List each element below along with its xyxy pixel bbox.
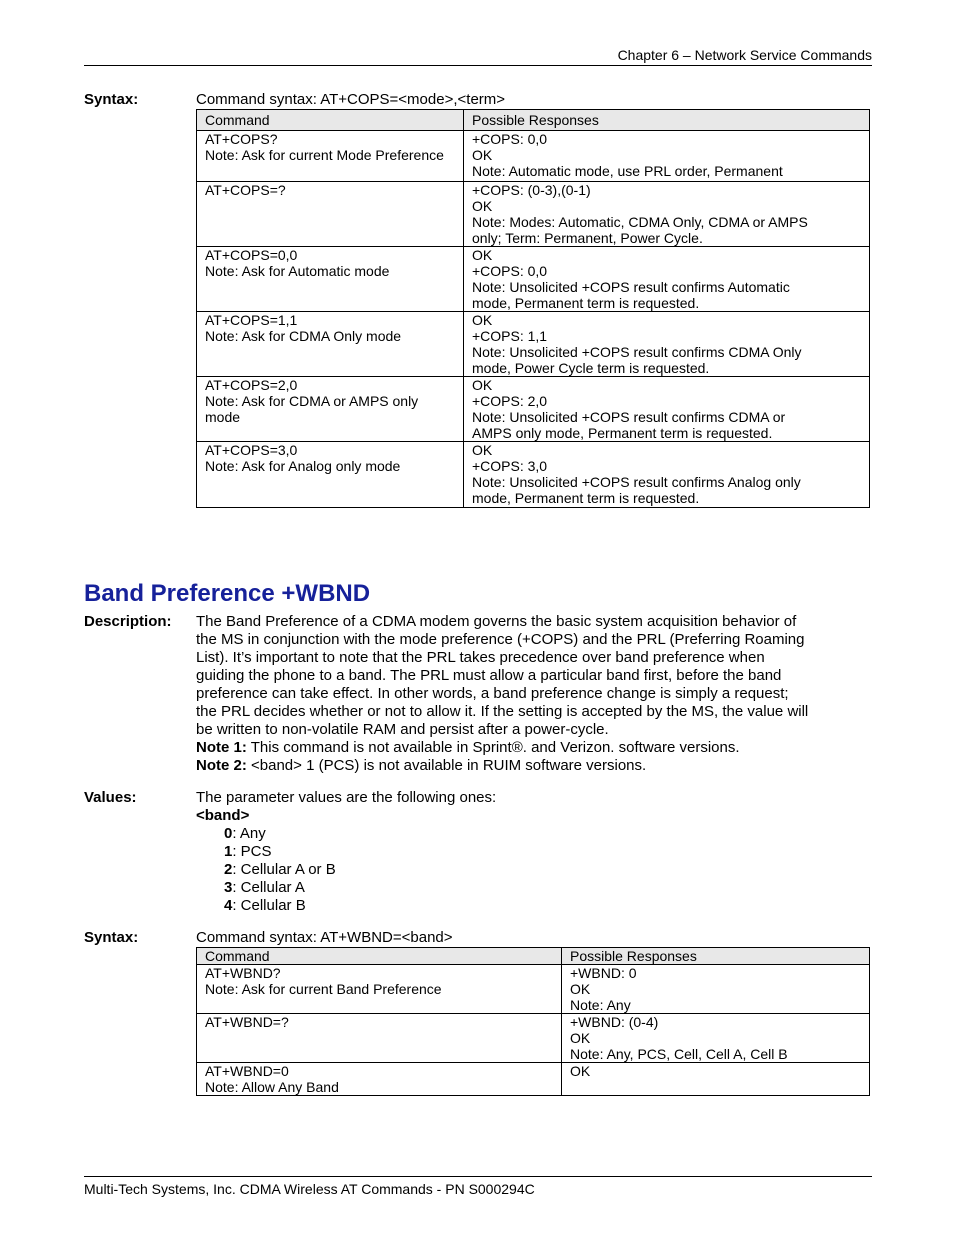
command-line: Note: Ask for current Band Preference xyxy=(205,981,442,997)
table-row xyxy=(197,1063,870,1096)
response-cell xyxy=(464,312,870,377)
band-value-item xyxy=(196,843,496,861)
description-line: List). It’s important to note that the PRL takes precedence over band preference when xyxy=(196,649,765,666)
response-line: +COPS: (0-3),(0-1) xyxy=(472,182,591,198)
command-line: Note: Ask for current Mode Preference xyxy=(205,147,444,163)
band-value-text: : Any xyxy=(232,825,266,842)
response-line: OK xyxy=(472,247,493,263)
command-line: Note: Ask for CDMA or AMPS only mode xyxy=(205,393,419,425)
description-line: The Band Preference of a CDMA modem governs the basic system acquisition behavior of xyxy=(196,613,797,630)
wbnd-command-table xyxy=(196,947,870,1096)
response-line: OK xyxy=(570,981,591,997)
note-1 xyxy=(196,739,856,757)
description-line: preference can take effect. In other words, a band preference change is simply a request; xyxy=(196,685,789,702)
command-line: Note: Allow Any Band xyxy=(205,1079,339,1095)
values-block xyxy=(196,789,496,915)
response-line: OK xyxy=(570,1030,591,1046)
band-value-text: : Cellular B xyxy=(232,897,306,914)
command-cell xyxy=(197,442,464,508)
cops-syntax-text: Command syntax: AT+COPS=<mode>,<term> xyxy=(196,91,506,108)
table-row xyxy=(197,377,870,442)
band-values-list xyxy=(196,825,496,915)
values-label: Values: xyxy=(84,789,137,806)
wbnd-syntax-label: Syntax: xyxy=(84,929,139,946)
wbnd-syntax-text: Command syntax: AT+WBND=<band> xyxy=(196,929,453,946)
band-value-item xyxy=(196,825,496,843)
page-footer: Multi-Tech Systems, Inc. CDMA Wireless AT Commands - PN S000294C xyxy=(84,1176,872,1198)
description-line: the MS in conjunction with the mode preference (+COPS) and the PRL (Preferring Roaming xyxy=(196,631,805,648)
band-param-name: <band> xyxy=(196,807,250,824)
cops-command-table xyxy=(196,109,870,508)
command-line: AT+COPS=3,0 xyxy=(205,442,298,458)
response-line: Note: Automatic mode, use PRL order, Permanent xyxy=(472,163,783,179)
command-line: Note: Ask for Automatic mode xyxy=(205,263,390,279)
response-line: Note: Unsolicited +COPS result confirms CDMA Only xyxy=(472,344,802,360)
command-line: AT+COPS? xyxy=(205,131,278,147)
table-row xyxy=(197,312,870,377)
response-line: OK xyxy=(472,312,493,328)
note-2-text: <band> 1 (PCS) is not available in RUIM software versions. xyxy=(246,757,647,774)
response-line: OK xyxy=(570,1063,591,1079)
band-value-number: 4 xyxy=(224,897,233,914)
command-cell xyxy=(197,312,464,377)
column-header-responses: Possible Responses xyxy=(562,948,870,965)
response-line: +COPS: 1,1 xyxy=(472,328,548,344)
description-line: the PRL decides whether or not to allow it. If the setting is accepted by the MS, the value will xyxy=(196,703,809,720)
band-value-item xyxy=(196,861,496,879)
command-cell xyxy=(197,1063,562,1096)
response-line: OK xyxy=(472,147,493,163)
response-line: Note: Unsolicited +COPS result confirms Automatic xyxy=(472,279,790,295)
column-header-command: Command xyxy=(197,948,562,965)
band-value-text: : Cellular A xyxy=(232,879,305,896)
description-label: Description: xyxy=(84,613,172,630)
note-1-text: This command is not available in Sprint®. and Verizon. software versions. xyxy=(246,739,740,756)
band-value-number: 2 xyxy=(224,861,233,878)
table-row xyxy=(197,182,870,247)
response-line: mode, Permanent term is requested. xyxy=(472,490,700,506)
response-cell xyxy=(562,1063,870,1096)
table-row xyxy=(197,131,870,182)
response-cell xyxy=(562,965,870,1014)
response-cell xyxy=(464,442,870,508)
response-cell xyxy=(464,377,870,442)
cops-syntax-label: Syntax: xyxy=(84,91,139,108)
response-line: +COPS: 0,0 xyxy=(472,131,548,147)
command-cell xyxy=(197,1014,562,1063)
response-line: +COPS: 0,0 xyxy=(472,263,548,279)
band-value-number: 3 xyxy=(224,879,233,896)
response-line: Note: Any, PCS, Cell, Cell A, Cell B xyxy=(570,1046,788,1062)
command-cell xyxy=(197,247,464,312)
description-paragraph xyxy=(196,613,856,739)
command-cell xyxy=(197,377,464,442)
response-line: OK xyxy=(472,198,493,214)
response-cell xyxy=(464,247,870,312)
band-value-text: : Cellular A or B xyxy=(232,861,336,878)
command-cell xyxy=(197,131,464,182)
description-line: guiding the phone to a band. The PRL must allow a particular band first, before the band xyxy=(196,667,782,684)
table-row xyxy=(197,1014,870,1063)
response-line: mode, Power Cycle term is requested. xyxy=(472,360,710,376)
response-line: only; Term: Permanent, Power Cycle. xyxy=(472,230,703,246)
table-header-row xyxy=(197,110,870,131)
response-line: AMPS only mode, Permanent term is requested. xyxy=(472,425,773,441)
response-line: +WBND: (0-4) xyxy=(570,1014,659,1030)
band-value-number: 1 xyxy=(224,843,233,860)
response-line: Note: Modes: Automatic, CDMA Only, CDMA or AMPS xyxy=(472,214,808,230)
response-line: Note: Unsolicited +COPS result confirms Analog only xyxy=(472,474,801,490)
response-cell xyxy=(464,131,870,182)
note-2 xyxy=(196,757,856,775)
note-1-label: Note 1: xyxy=(196,739,247,756)
command-cell xyxy=(197,182,464,247)
column-header-command: Command xyxy=(197,110,464,131)
response-line: +COPS: 3,0 xyxy=(472,458,548,474)
command-line: AT+COPS=2,0 xyxy=(205,377,298,393)
response-line: +COPS: 2,0 xyxy=(472,393,548,409)
command-line: AT+WBND=0 xyxy=(205,1063,289,1079)
command-line: AT+COPS=1,1 xyxy=(205,312,298,328)
note-2-label: Note 2: xyxy=(196,757,247,774)
column-header-responses: Possible Responses xyxy=(464,110,870,131)
band-value-text: : PCS xyxy=(232,843,272,860)
response-line: OK xyxy=(472,442,493,458)
table-row xyxy=(197,247,870,312)
command-line: AT+COPS=? xyxy=(205,182,286,198)
command-line: AT+COPS=0,0 xyxy=(205,247,298,263)
table-row xyxy=(197,442,870,508)
band-value-number: 0 xyxy=(224,825,233,842)
table-header-row xyxy=(197,948,870,965)
description-text xyxy=(196,613,856,775)
command-line: AT+WBND=? xyxy=(205,1014,289,1030)
command-cell xyxy=(197,965,562,1014)
table-row xyxy=(197,965,870,1014)
response-cell xyxy=(464,182,870,247)
command-line: Note: Ask for CDMA Only mode xyxy=(205,328,402,344)
command-line: Note: Ask for Analog only mode xyxy=(205,458,401,474)
response-line: Note: Unsolicited +COPS result confirms CDMA or xyxy=(472,409,786,425)
band-value-item xyxy=(196,879,496,897)
page-header: Chapter 6 – Network Service Commands xyxy=(84,47,872,66)
response-line: Note: Any xyxy=(570,997,631,1013)
response-line: OK xyxy=(472,377,493,393)
response-line: +WBND: 0 xyxy=(570,965,637,981)
description-line: be written to non-volatile RAM and persist after a power-cycle. xyxy=(196,721,609,738)
section-title: Band Preference +WBND xyxy=(84,580,371,607)
response-line: mode, Permanent term is requested. xyxy=(472,295,700,311)
command-line: AT+WBND? xyxy=(205,965,281,981)
values-intro: The parameter values are the following ones: xyxy=(196,789,497,806)
band-value-item xyxy=(196,897,496,915)
response-cell xyxy=(562,1014,870,1063)
